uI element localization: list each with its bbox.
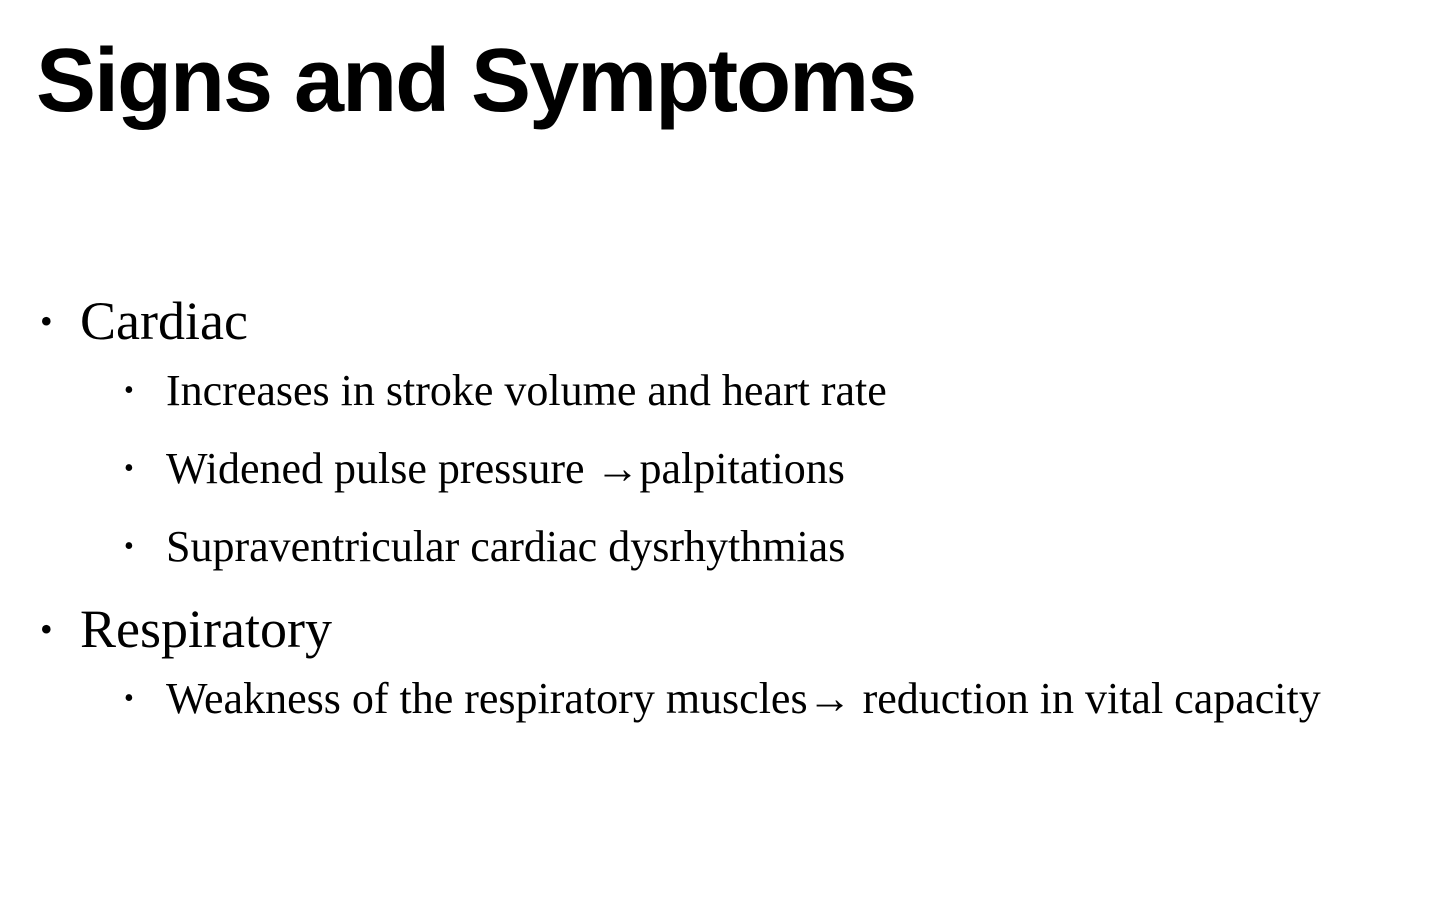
list-item-text: Widened pulse pressure →palpitations (166, 444, 845, 493)
bullet-icon: • (124, 683, 134, 714)
list-item (36, 362, 1416, 420)
list-item (36, 670, 1416, 728)
bullet-list (36, 288, 1416, 748)
bullet-icon: • (124, 453, 134, 484)
list-item-text: Supraventricular cardiac dysrhythmias (166, 522, 846, 571)
sub-list (80, 362, 1416, 576)
list-item-text: Increases in stroke volume and heart rate (166, 366, 887, 415)
bullet-icon: • (40, 301, 53, 341)
bullet-icon: • (40, 609, 53, 649)
slide-title: Signs and Symptoms (36, 31, 916, 131)
section-respiratory (36, 596, 1416, 728)
list-item-text: Weakness of the respiratory muscles→ reduction in vital capacity (166, 674, 1321, 723)
sub-list (80, 670, 1416, 728)
list-item (36, 440, 1416, 498)
section-heading: Cardiac (80, 291, 248, 351)
list-item (36, 518, 1416, 576)
bullet-icon: • (124, 375, 134, 406)
section-heading: Respiratory (80, 599, 332, 659)
bullet-icon: • (124, 531, 134, 562)
section-cardiac (36, 288, 1416, 576)
